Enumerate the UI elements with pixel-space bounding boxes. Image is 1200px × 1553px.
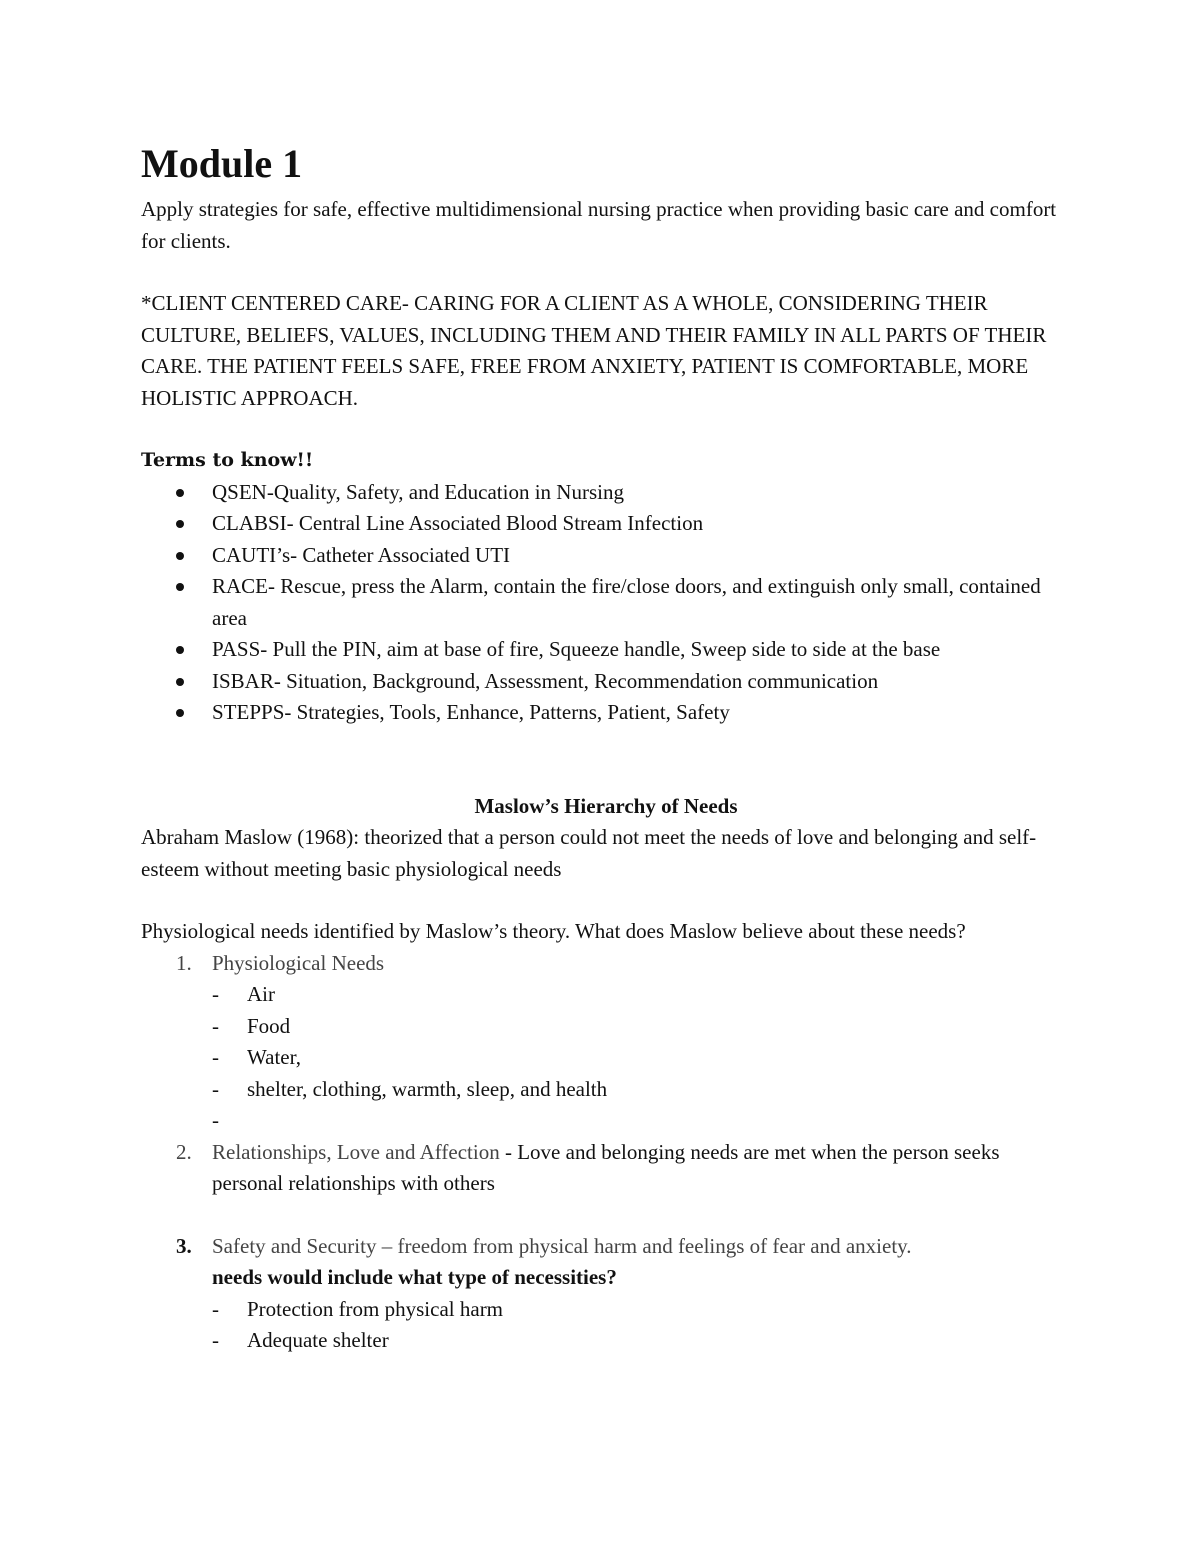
- list-number: 3.: [176, 1233, 192, 1258]
- list-item: [141, 948, 1071, 1137]
- list-item: -: [212, 1108, 219, 1132]
- need-subquestion: needs would include what type of necessities?: [212, 1265, 617, 1289]
- list-item: QSEN-Quality, Safety, and Education in Nursing: [141, 477, 1071, 509]
- list-item: - Adequate shelter: [212, 1328, 389, 1352]
- list-item: STEPPS- Strategies, Tools, Enhance, Patterns, Patient, Safety: [141, 697, 1071, 729]
- maslow-intro: Abraham Maslow (1968): theorized that a person could not meet the needs of love and belonging and self-esteem without meeting basic physiological needs: [141, 825, 1037, 881]
- list-item: - Food: [212, 1013, 291, 1038]
- terms-heading: Terms to know!!: [141, 449, 314, 471]
- document-page: [141, 138, 1071, 1357]
- maslow-question: Physiological needs identified by Maslow’s theory. What does Maslow believe about these needs?: [141, 919, 966, 943]
- bullet-icon: [176, 520, 184, 528]
- list-item: - shelter, clothing, warmth, sleep, and health: [212, 1076, 608, 1101]
- list-item: CAUTI’s- Catheter Associated UTI: [141, 540, 1071, 572]
- list-item: CLABSI- Central Line Associated Blood Stream Infection: [141, 508, 1071, 540]
- sub-list: [212, 1294, 1071, 1357]
- bullet-icon: [176, 678, 184, 686]
- bullet-icon: [176, 646, 184, 654]
- maslow-heading: Maslow’s Hierarchy of Needs: [474, 793, 738, 818]
- need-label: Physiological Needs: [212, 950, 385, 975]
- bullet-icon: [176, 489, 184, 497]
- list-item: RACE- Rescue, press the Alarm, contain the fire/close doors, and extinguish only small, contained area: [141, 571, 1071, 634]
- bullet-icon: [176, 552, 184, 560]
- need-description: – freedom from physical harm and feelings of fear and anxiety.: [376, 1233, 912, 1258]
- page-title: Module 1: [141, 141, 303, 186]
- list-number: 2.: [176, 1139, 192, 1164]
- need-label: Relationships, Love and Affection: [212, 1139, 500, 1164]
- needs-list: [141, 948, 1071, 1200]
- intro-paragraph: Apply strategies for safe, effective multidimensional nursing practice when providing basic care and comfort for clients.: [141, 197, 1057, 253]
- list-item: PASS- Pull the PIN, aim at base of fire, Squeeze handle, Sweep side to side at the base: [141, 634, 1071, 666]
- need-description: - Love and belonging needs are met when the person seeks personal relationships with others: [212, 1139, 1000, 1195]
- terms-list: [141, 477, 1071, 729]
- list-item: [141, 1137, 1071, 1200]
- bullet-icon: [176, 583, 184, 591]
- list-item: - Water,: [212, 1045, 302, 1069]
- list-item: - Air: [212, 982, 275, 1006]
- list-number: 1.: [176, 950, 192, 975]
- list-item: - Protection from physical harm: [212, 1296, 504, 1321]
- needs-list-continued: [141, 1231, 1071, 1357]
- bullet-icon: [176, 709, 184, 717]
- list-item: ISBAR- Situation, Background, Assessment, Recommendation communication: [141, 666, 1071, 698]
- client-centered-paragraph: *CLIENT CENTERED CARE- CARING FOR A CLIENT AS A WHOLE, CONSIDERING THEIR CULTURE, BELIEFS, VALUES, INCLUDING THEM AND THEIR FAMILY IN ALL PARTS OF THEIR CARE. THE PATIENT FEELS SAFE, FREE FROM ANXIETY, PATIENT IS COMFORTABLE, MORE HOLISTIC APPROACH.: [141, 291, 1047, 410]
- list-item: [141, 1231, 1071, 1357]
- need-label: Safety and Security: [212, 1233, 377, 1258]
- sub-list: [212, 979, 1071, 1137]
